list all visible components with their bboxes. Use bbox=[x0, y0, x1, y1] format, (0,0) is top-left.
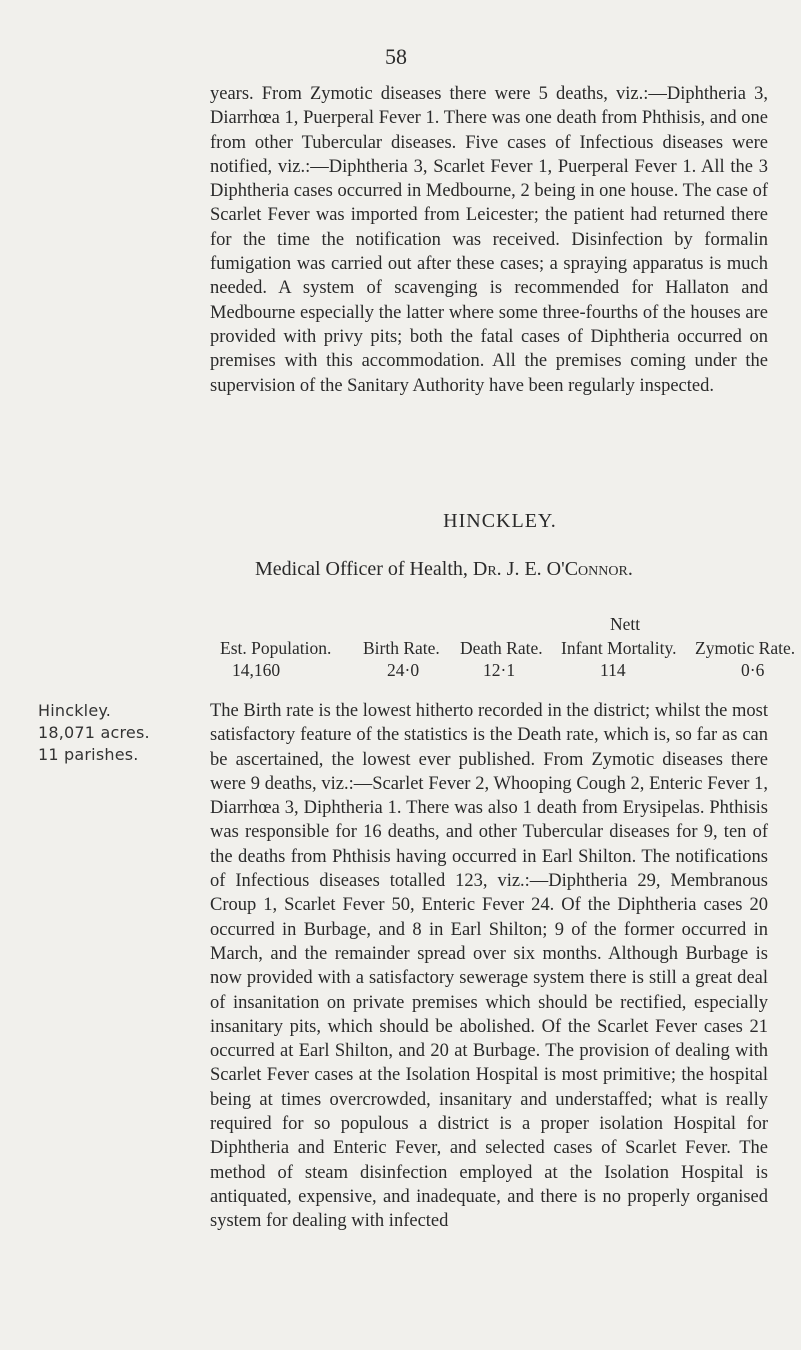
section-title: HINCKLEY. bbox=[443, 510, 557, 532]
stats-value-death-rate: 12·1 bbox=[483, 660, 516, 680]
paragraph-hinckley: The Birth rate is the lowest hitherto recorded in the district; whilst the most satisfactory feature of the statistics is the Death rate, which is, so far as can be ascertained, the lowest ever published. From Zymotic diseases there were 9 deaths, viz.:—Scarlet Fever 2, Whooping Cough 2, Enteric Fever 1, Diarrhœa 3, Diphtheria 1. There was also 1 death from Erysipelas. Phthisis was responsible for 16 deaths, and other Tubercular diseases for 9, ten of the deaths from Phthisis having occurred in Earl Shilton. The notifications of Infectious diseases totalled 123, viz.:—Diphtheria 29, Membranous Croup 1, Scarlet Fever 50, Enteric Fever 24. Of the Diphtheria cases 20 occurred in Burbage, and 8 in Earl Shilton; 9 of the former occurred in March, and the remainder spread over six months. Although Burbage is now provided with a satisfactory sewerage system there is still a great deal of insanitation on private premises which should be rectified, especially insanitary pits, which should be abolished. Of the Scarlet Fever cases 21 occurred at Earl Shilton, and 20 at Burbage. The provision of dealing with Scarlet Fever cases at the Isolation Hospital is most primitive; the hospital being at times overcrowded, insanitary and understaffed; what is really required for so populous a district is a proper isolation Hospital for Diphtheria and Enteric Fever, and selected cases of Scarlet Fever. The method of steam disinfection employed at the Isolation Hospital is antiquated, expensive, and inadequate, and there is no properly organised system for dealing with infected bbox=[210, 701, 768, 1232]
medical-officer-name: Dr. J. E. O'Connor. bbox=[472, 558, 633, 580]
stats-header-death-rate: Death Rate. bbox=[460, 638, 543, 658]
margin-note-district: Hinckley. bbox=[38, 701, 112, 720]
stats-header-population: Est. Population. bbox=[220, 638, 332, 658]
stats-value-birth-rate: 24·0 bbox=[387, 660, 420, 680]
margin-note-parishes: 11 parishes. bbox=[38, 745, 139, 764]
page-number: 58 bbox=[385, 44, 407, 69]
margin-note-acres: 18,071 acres. bbox=[38, 723, 150, 742]
paragraph-medbourne: years. From Zymotic diseases there were 5 deaths, viz.:—Diphtheria 3, Diarrhœa 1, Puerperal Fever 1. There was one death from Phthisis, and one from other Tubercular diseases. Five cases of Infectious diseases were notified, viz.:—Diphtheria 3, Scarlet Fever 1, Puerperal Fever 1. All the 3 Diphtheria cases occurred in Medbourne, 2 being in one house. The case of Scarlet Fever was imported from Leicester; the patient had returned there for the time the notification was received. Disinfection by formalin fumigation was carried out after these cases; a spraying apparatus is much needed. A system of scavenging is recommended for Hallaton and Medbourne especially the latter where some three-fourths of the houses are provided with privy pits; both the fatal cases of Diphtheria occurred on premises with this accommodation. All the premises coming under the supervision of the Sanitary Authority have been regularly inspected. bbox=[210, 84, 768, 396]
stats-header-birth-rate: Birth Rate. bbox=[363, 638, 440, 658]
medical-officer-prefix: Medical Officer of Health, bbox=[255, 558, 473, 580]
stats-nett-label: Nett bbox=[610, 614, 641, 634]
stats-header-infant-mortality: Infant Mortality. bbox=[561, 638, 677, 658]
stats-value-population: 14,160 bbox=[232, 660, 281, 680]
stats-value-zymotic-rate: 0·6 bbox=[741, 660, 765, 680]
margin-note bbox=[38, 700, 150, 766]
medical-officer-line bbox=[255, 558, 633, 581]
stats-header-zymotic-rate: Zymotic Rate. bbox=[695, 638, 796, 658]
stats-value-infant-mortality: 114 bbox=[600, 660, 626, 680]
